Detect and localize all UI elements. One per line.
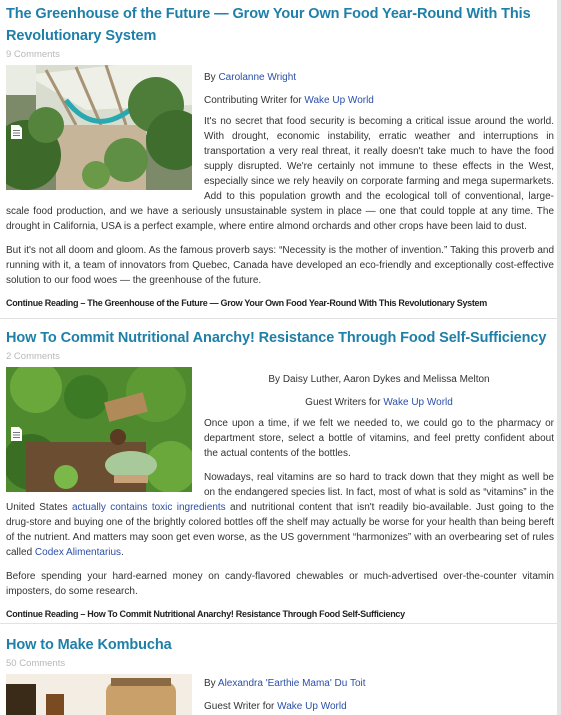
comments-count[interactable]: 50 Comments [6, 658, 66, 669]
scrollbar-track[interactable] [557, 0, 561, 715]
publication-link[interactable]: Wake Up World [383, 397, 453, 408]
paragraph-text: and nutritional content that isn't readily bio-available. Just going to the drug-store and buying one of the brightly colored bottles off the shelf may actually be worse for your health than being bereft of the nutrient. And matters may soon get even worse, as the US government “harmonizes” with an overbearing set of rules called [6, 502, 554, 558]
paragraph-text: . [121, 547, 124, 558]
toxic-ingredients-link[interactable]: actually contains toxic ingredients [71, 502, 226, 513]
continue-reading-link[interactable]: Continue Reading – The Greenhouse of the Future — Grow Your Own Food Year-Round With This Revolutionary System [6, 298, 487, 308]
author-link[interactable]: Carolanne Wright [218, 72, 297, 83]
byline-prefix: By [204, 72, 219, 83]
publication-link[interactable]: Wake Up World [277, 701, 347, 712]
publication-link[interactable]: Wake Up World [304, 95, 374, 106]
article-paragraph: Once upon a time, if we felt we needed to, we could go to the pharmacy or department store, select a bottle of vitamins, and feel pretty confident about the actual contents of the bottles. [204, 418, 554, 459]
article-greenhouse [0, 0, 557, 318]
role-prefix: Guest Writers for [305, 397, 384, 408]
comments-count[interactable]: 2 Comments [6, 351, 60, 362]
author-link[interactable]: Alexandra 'Earthie Mama' Du Toit [217, 678, 366, 689]
byline-prefix: By [204, 678, 218, 689]
role-prefix: Contributing Writer for [204, 95, 305, 106]
article-paragraph: Before spending your hard-earned money on candy-flavored chewables or much-advertised over-the-counter vitamin imposters, do some research. [6, 571, 554, 597]
article-paragraph: But it's not all doom and gloom. As the famous proverb says: “Necessity is the mother of invention.” Taking this proverb and running with it, a team of innovators from Quebec, Canada have developed an eco-friendly and exceptionally cost-effective solution to our food woes — the greenhouse of the future. [6, 245, 554, 286]
codex-alimentarius-link[interactable]: Codex Alimentarius [34, 547, 122, 558]
document-icon [11, 125, 22, 139]
author-byline: By Daisy Luther, Aaron Dykes and Melissa Melton [268, 374, 490, 385]
greenhouse-image [6, 65, 192, 190]
article-nutritional-anarchy [0, 318, 557, 623]
garden-image [6, 367, 192, 492]
kombucha-image [6, 674, 192, 715]
paragraph-text: Nowadays, real vitamins are so hard to track down that they might as well be on the endangered species list. In fact, most of what is sold as “vitamins” in the United States [6, 472, 554, 513]
article-title[interactable]: How To Commit Nutritional Anarchy! Resistance Through Food Self-Sufficiency [6, 330, 547, 346]
document-icon [11, 427, 22, 441]
article-thumbnail[interactable] [6, 674, 192, 715]
article-paragraph: It's no secret that food security is becoming a critical issue around the world. With drought, economic instability, erratic weather and interruptions in transportation a very real threat, it really doesn't take much to have the food supply disrupted. We're certainly not immune to these effects in the West, especially since we rely heavily on corporate farming and mega supermarkets. Add to this population growth and the ecological toll of conventional, large-scale food production, and we have a seriously unsustainable system in place — one that could topple at any time. The drought in California, USA is a perfect example, where entire almond orchards and other crops have been laid to dust. [6, 116, 554, 232]
continue-reading-link[interactable]: Continue Reading – How To Commit Nutritional Anarchy! Resistance Through Food Self-Sufficiency [6, 609, 405, 619]
article-thumbnail[interactable] [6, 367, 192, 492]
article-title[interactable]: The Greenhouse of the Future — Grow Your Own Food Year-Round With This Revolutionary System [6, 6, 531, 44]
article-thumbnail[interactable] [6, 65, 192, 190]
comments-count[interactable]: 9 Comments [6, 49, 60, 60]
article-kombucha [0, 623, 557, 715]
role-prefix: Guest Writer for [204, 701, 278, 712]
article-title[interactable]: How to Make Kombucha [6, 637, 172, 653]
